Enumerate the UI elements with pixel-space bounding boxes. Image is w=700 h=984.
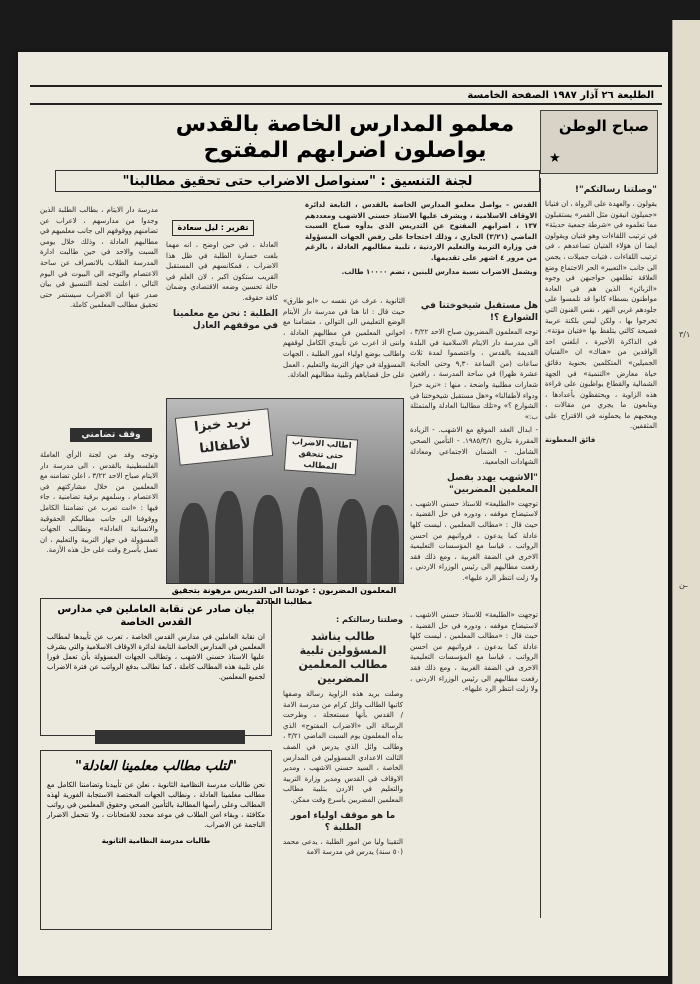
person-figure bbox=[371, 505, 399, 583]
middle-para1: الثانوية ، عرف عن نفسه ب «ابو طارق» حيث قال : انا هنا في مدرسة دار الأيتام الوضع التعليمي الى التوالي ، متضامنا مع اخواني المعلمين في مطالبهم العادلة ، واننى اذ اعرب عن تأييدي الكامل لوقفهم واطالب بوضع اولياء امور الطلبة ، الجهات المسؤولة في جهاز التربية والتعليم ، العمل على حل قضاياهم وتلبية مطالبهم العادلة. bbox=[283, 297, 405, 380]
statement-title: بيان صادر عن نقابة العاملين في مدارس القدس الخاصة bbox=[57, 604, 255, 628]
middle-bottom-right-column bbox=[410, 610, 538, 928]
bottom-box-signature: طالبات مدرسة النظامية الثانوية bbox=[101, 837, 211, 845]
header-line: الطليعة ٢٦ آذار ١٩٨٧ الصفحة الخامسة bbox=[467, 89, 654, 101]
statement-body: ان نقابة العاملين في مدارس القدس الخاصة ، تعرب عن تأييدها لمطالب المعلمين في المدارس الخاصة التابعة لدائرة الاوقاف الاسلامية والتي يشرف عليها الاستاذ حسني الاشهب ، وتطالب الجهات المسؤولة بأن تعمل فورا على تلبية هذه المطالب كاملة ، كما نطالب بدفع الرواتب عن فترة الاضراب لجميع المعلمين. bbox=[47, 633, 265, 681]
headline-line1: معلمو المدارس الخاصة بالقدس bbox=[175, 112, 515, 137]
right-column-body: يقولون ، والعهدة على الرواة ، ان فتيانا «جميلون انيقون مثل القمر» يستقبلون مما تعلموه في «شرطة جمعية حديثة» في ترتيب اللقاءات وهو فتيان ويقولون ايضا ان هؤلاء الفتيان تساعدهم ، في ترتيب اللقاءات ، فتيات جميلات ، يجمن الى جانب «التعبير» الحر الاجتماع وضع العلاقة تطلعهن حواجبهن في وجوه «الزبائن» الذين هم في العادة مواطنون بسطاء كانوا قد تلمسوا على جلودهم غربي النهر ، نفس الفنون التي تخرجوا بها ، ولكن ليس بلكنة عربية فصيحة كالتي يتلفظ بها «فتيان مؤتة». في الذاكرة الأخيرة ، ابلغني احد الوافدين من «هناك» ان «الفتيان الجميلين» المتكلمين بحنوية دقائق حياة معارض «التنمية» في الجهة الشمالية والقطاع يواظبون على قراءة هذه الزاوية ، ويحتفظون بأعدادها ، ويتابعون ما يجري من مقالات ، ويعجبهم ما يحملونه في الاقتراح على المثقفين. bbox=[545, 200, 657, 431]
middle-subhead-2: "الاشهب يهدد بفصل المعلمين المضربين" bbox=[447, 472, 538, 495]
middle-subhead-1: هل مستقبل شيخوختنا في الشوارع ؟! bbox=[420, 301, 538, 323]
left-para3: وتوجه وفد من لجنة الرأي العاملة الفلسطينية بالقدس ، الى مدرسة دار الايتام صباح الاحد ٣/٢٢ ، اعلن تضامنه مع المعلمين من خلال مشاركتهم في الاعتصام ، وسلمهم برقية تضامنية ، جاء فيها : «انت تعرب عن تضامننا الكامل ووقوفنا الى جانب مطالبكم الحقوقية والانسانية العادلة» ونطالب الجهات المسؤولة في جهاز التربية والتعليم ، ان تعمل بأسرع وقت على حل هذه الأزمة. bbox=[40, 451, 158, 555]
protest-sign-1: نريد خبزا لأطفالنا bbox=[175, 408, 274, 466]
star-icon: ★ bbox=[549, 151, 561, 166]
person-figure bbox=[215, 491, 243, 583]
lead-block bbox=[305, 200, 537, 292]
statement-box bbox=[40, 598, 272, 736]
lead-para1: القدس - يواصل معلمو المدارس الخاصة بالقدس ، التابعة لدائرة الاوقاف الاسلامية ، ويشرف عليها الاستاذ حسني الاشهب ومعددهم ١٣٧ ، اضرابهم المفتوح عن التدريس الذي بدأوه صباح السبت الماضي (٣/٢١) الجاري ، وذلك احتجاجا على رفض الجهات المسؤولة في وزارة التربية والتعليم الاردنية ، تلبية مطالبهم العادلة ، بالرغم من مرور ٤ اشهر على تقديمها. bbox=[305, 201, 537, 262]
person-figure bbox=[253, 495, 283, 583]
adjacent-page-strip: ٣/١ ـن bbox=[672, 20, 700, 984]
letters-tag: وصلتنا رسالتكم : bbox=[336, 615, 403, 624]
right-column bbox=[545, 180, 657, 925]
reporter-label: تقرير : ليل سعادة bbox=[172, 220, 254, 236]
column-divider bbox=[540, 178, 541, 918]
page-header bbox=[30, 85, 662, 105]
left-column-top bbox=[40, 205, 158, 425]
left-inner-column bbox=[166, 240, 278, 390]
middle-para3-continued: توجهت «الطليعة» للاستاذ حسني الاشهب ، لاستيضاح موقفه ، ودوره في حل القضية ، حيث قال : «مطالب المعلمين ، ليست كلها عادلة كما يدعون ، فرواتبهم من احسن الرواتب ، قياسا مع المؤسسات التعليمية الاخرى في الضفة الغربية ، ومع ذلك فقد رفعت مطالبهم الى رئيس الوزراء الاردني ، ولا زلت انتظر الرد عليها». bbox=[410, 611, 538, 694]
letter-subhead: ما هو موقف اولياء امور الطلبة ؟ bbox=[290, 810, 396, 833]
person-figure bbox=[179, 503, 209, 583]
left-para1: مدرسة دار الايتام ، بطالب الطلبة الذين وجدوا من مدارسهم ، لاعراب عن تضامنهم ووقوفهم الى جانب معلميهم في مطالبهم العادلة ، وذلك خلال يومي السبت والاحد في حين طالبت ادارة المدرسة الطلاب بالانصراف عن ساحة الاعتصام والتوجه الى البيوت في اليوم التالي ، اعلنت لجنة التنسيق في بيان صدر عنها ان الاضراب سيستمر حتى تحقيق مطالب المعلمين كاملة. bbox=[40, 206, 158, 310]
lead-para2: ويشمل الاضراب نسبة مدارس للبنين ، تضم ١٠٠٠٠ طالب. bbox=[341, 267, 537, 276]
middle-right-column bbox=[410, 296, 538, 596]
bottom-box-title: "لتلب مطالب معلمينا العادلة" bbox=[75, 759, 237, 774]
right-column-subhead: "وصلتنا رسالتكم"! bbox=[574, 185, 657, 195]
column-banner-title: صباح الوطن bbox=[558, 117, 649, 135]
protest-sign-2: اطالب الاضراب حتى تتحقق المطالب bbox=[284, 435, 358, 476]
decorative-arrow-bar bbox=[95, 730, 245, 744]
photo-caption: المعلمون المضربون : عودتنا الى التدريس مرهونة بتحقيق مطالبنا العادلة bbox=[171, 586, 397, 606]
protest-photo bbox=[166, 398, 404, 584]
quote-bar: لجنة التنسيق : "سنواصل الاضراب حتى تحقيق مطالبنا" bbox=[55, 170, 540, 192]
bottom-box-body: نحن طالبات مدرسة النظامية الثانوية ، نعلن عن تأييدنا وتضامننا الكامل مع مطالب معلمينا العادلة ، ونطالب الجهات المختصة الاستجابة الفورية لهذه المطالب وعلى رأسها المطالبة بالتأمين الصحي وحقوق المعلمين في رواتب مكافئة ، وبقاء امن الطلاب في موعد محدد للامتحانات ، ولا نتحمل الاضرار الناجمة عن الاضراب. bbox=[47, 781, 265, 829]
headline-line2: يواصلون اضرابهم المفتوح bbox=[203, 138, 487, 163]
middle-list: - ابدال العقد الموقع مع الاشهب. - الزيادة المقررة بتاريخ ١٩٨٥/٣/١. - التأمين الصحي الشامل. - الضمان الاجتماعي ومعادلة الشهادات الجامعية. bbox=[410, 426, 538, 467]
middle-left-column bbox=[283, 296, 405, 396]
letter-title: طالب يناشد المسؤولين تلبية مطالب المعلمين المضربين bbox=[298, 630, 388, 685]
left-column-mid bbox=[40, 450, 158, 590]
middle-bottom-column bbox=[283, 610, 403, 928]
middle-para3: توجهت «الطليعة» للاستاذ حسني الاشهب ، لاستيضاح موقفه ، ودوره في حل القضية ، حيث قال : «مطالب المعلمين ، ليست كلها عادلة كما يدعون ، فرواتبهم من احسن الرواتب ، قياسا مع المؤسسات التعليمية الاخرى في الضفة الغربية ، ومع ذلك فقد رفعت مطالبهم الى رئيس الوزراء الاردني ، ولا زلت انتظر الرد عليها». bbox=[410, 499, 538, 582]
left-subhead-1: الطلبة : نحن مع معلمينا في موقفهم العادل bbox=[173, 308, 278, 331]
right-column-signature: فائق المعطونة bbox=[545, 436, 596, 445]
middle-para2: توجه المعلمون المضربون صباح الاحد ٣/٢٢ ، الى مدرسة دار الايتام الاسلامية في البلدة القديمة بالقدس ، واعتصموا لمدة ثلاث ساعات (من الساعة ٩,٣٠ وحتى الحادية عشرة ظهرا) في ساحة المدرسة ، رافعين شعارات مطلبية واضحة ، منها : «نريد خبزا ودواء لأطفالنا» و«هل مستقبل شيخوختنا في الشوارع ؟» و«تلك مطالبنا العادلة والمتمثلة ب:» bbox=[410, 328, 538, 421]
solidarity-label: وقف تضامني bbox=[70, 428, 152, 442]
person-figure bbox=[297, 487, 323, 583]
letter-body: وصلت بريد هذه الزاوية رسالة وصفها كاتبها الطالب وائل كرام من مدرسة الامة / القدس بأنها مستعجلة ، وطرحت الرسالة الى «الاضراب المفتوح» الذي بدأه المعلمون يوم السبت الماضي ٣/٢١ ، وطالب وائل الذي يدرس في الصف الثالث الاعدادي المسؤولين في المدارس الخاصة ، السيد حسني الاشهب ، ومدير الاوقاف في القدس ومدير وزارة التربية والتعليم في الاردن بتلبية مطالب المعلمين المضربين بأسرع وقت ممكن. bbox=[283, 690, 403, 804]
bottom-statement-box bbox=[40, 750, 272, 930]
column-banner bbox=[540, 110, 658, 174]
person-figure bbox=[337, 499, 367, 583]
left-para2: العادلة ، في حين اوضح ، انه مهما بلغت خسارة الطلبة في ظل هذا الاضراب ، فمكانسهم في المستقبل القريب ستكون اكبر ، لان العلم في حالة تحسين وضعه الاقتصادي وضمان كافة حقوقه. bbox=[166, 241, 278, 302]
letter-para2: التقينا وليا من امور الطلبة ، يدعى محمد (٥٠ سنة) يدرس في مدرسة الامة bbox=[283, 837, 403, 857]
headline-block bbox=[140, 112, 550, 164]
